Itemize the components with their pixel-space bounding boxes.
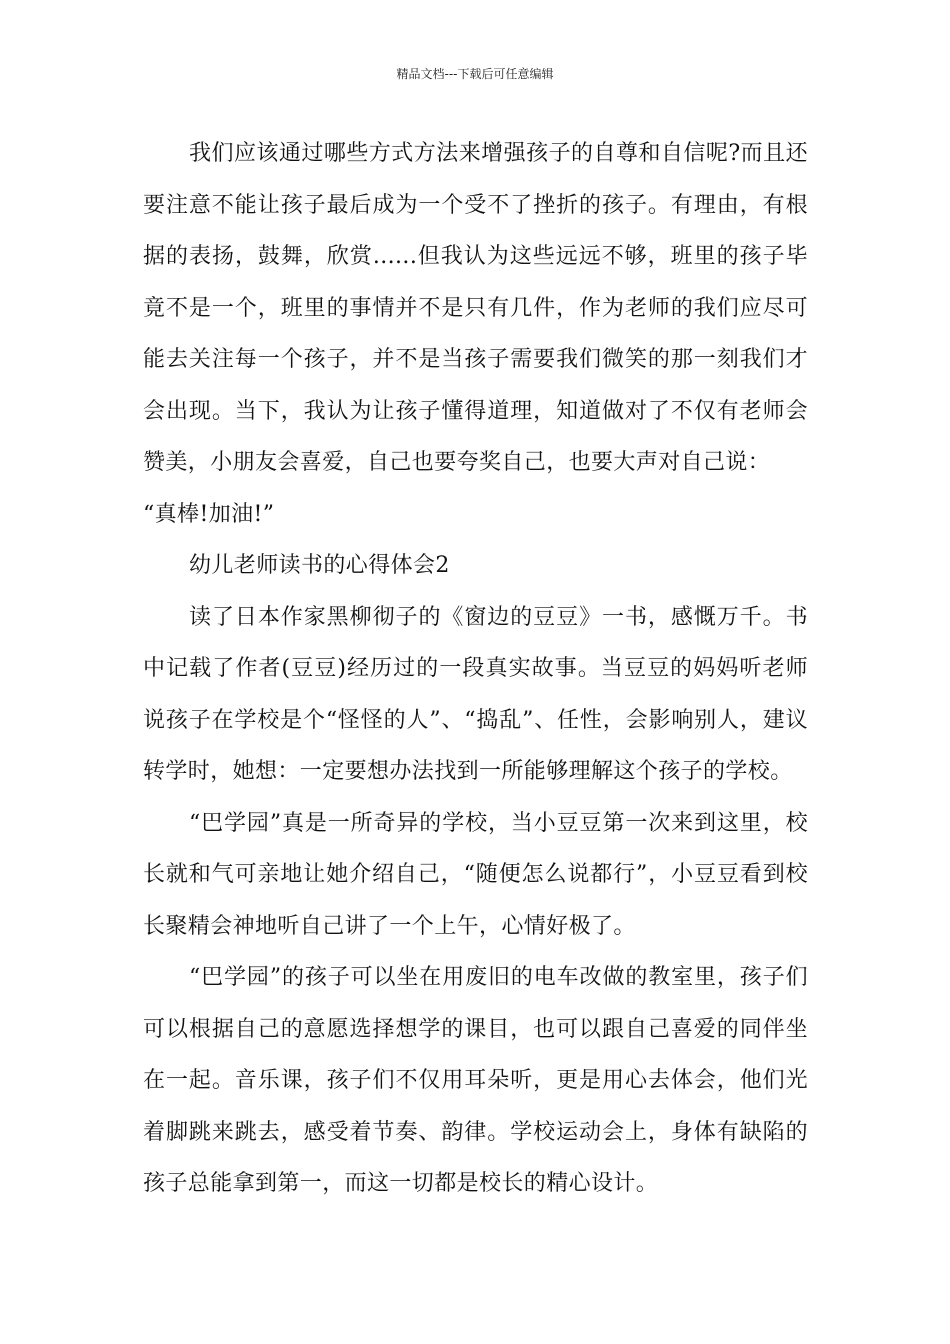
document-body (143, 128, 808, 1210)
paragraph-self-esteem: 我们应该通过哪些方式方法来增强孩子的自尊和自信呢?而且还要注意不能让孩子最后成为一个受不了挫折的孩子。有理由，有根据的表扬，鼓舞，欣赏......但我认为这些远远不够，班里的孩子毕竟不是一个，班里的事情并不是只有几件，作为老师的我们应尽可能去关注每一个孩子，并不是当孩子需要我们微笑的那一刻我们才会出现。当下，我认为让孩子懂得道理，知道做对了不仅有老师会赞美，小朋友会喜爱，自己也要夸奖自己，也要大声对自己说： (143, 141, 808, 475)
section-heading: 幼儿老师读书的心得体会2 (189, 553, 450, 578)
page-header: 精品文档---下载后可任意编辑 (396, 67, 554, 81)
paragraph-tomoe-school: “巴学园”真是一所奇异的学校，当小豆豆第一次来到这里，校长就和气可亲地让她介绍自己，“随便怎么说都行”，小豆豆看到校长聚精会神地听自己讲了一个上午，心情好极了。 (143, 810, 808, 939)
paragraph-quote: “真棒!加油!” (143, 501, 275, 527)
paragraph-book-intro: 读了日本作家黑柳彻子的《窗边的豆豆》一书，感慨万千。书中记载了作者(豆豆)经历过的一段真实故事。当豆豆的妈妈听老师说孩子在学校是个“怪怪的人”、“捣乱”、任性，会影响别人，建议转学时，她想：一定要想办法找到一所能够理解这个孩子的学校。 (143, 604, 808, 784)
paragraph-classroom: “巴学园”的孩子可以坐在用废旧的电车改做的教室里，孩子们可以根据自己的意愿选择想学的课目，也可以跟自己喜爱的同伴坐在一起。音乐课，孩子们不仅用耳朵听，更是用心去体会，他们光着脚跳来跳去，感受着节奏、韵律。学校运动会上，身体有缺陷的孩子总能拿到第一，而这一切都是校长的精心设计。 (143, 965, 808, 1196)
